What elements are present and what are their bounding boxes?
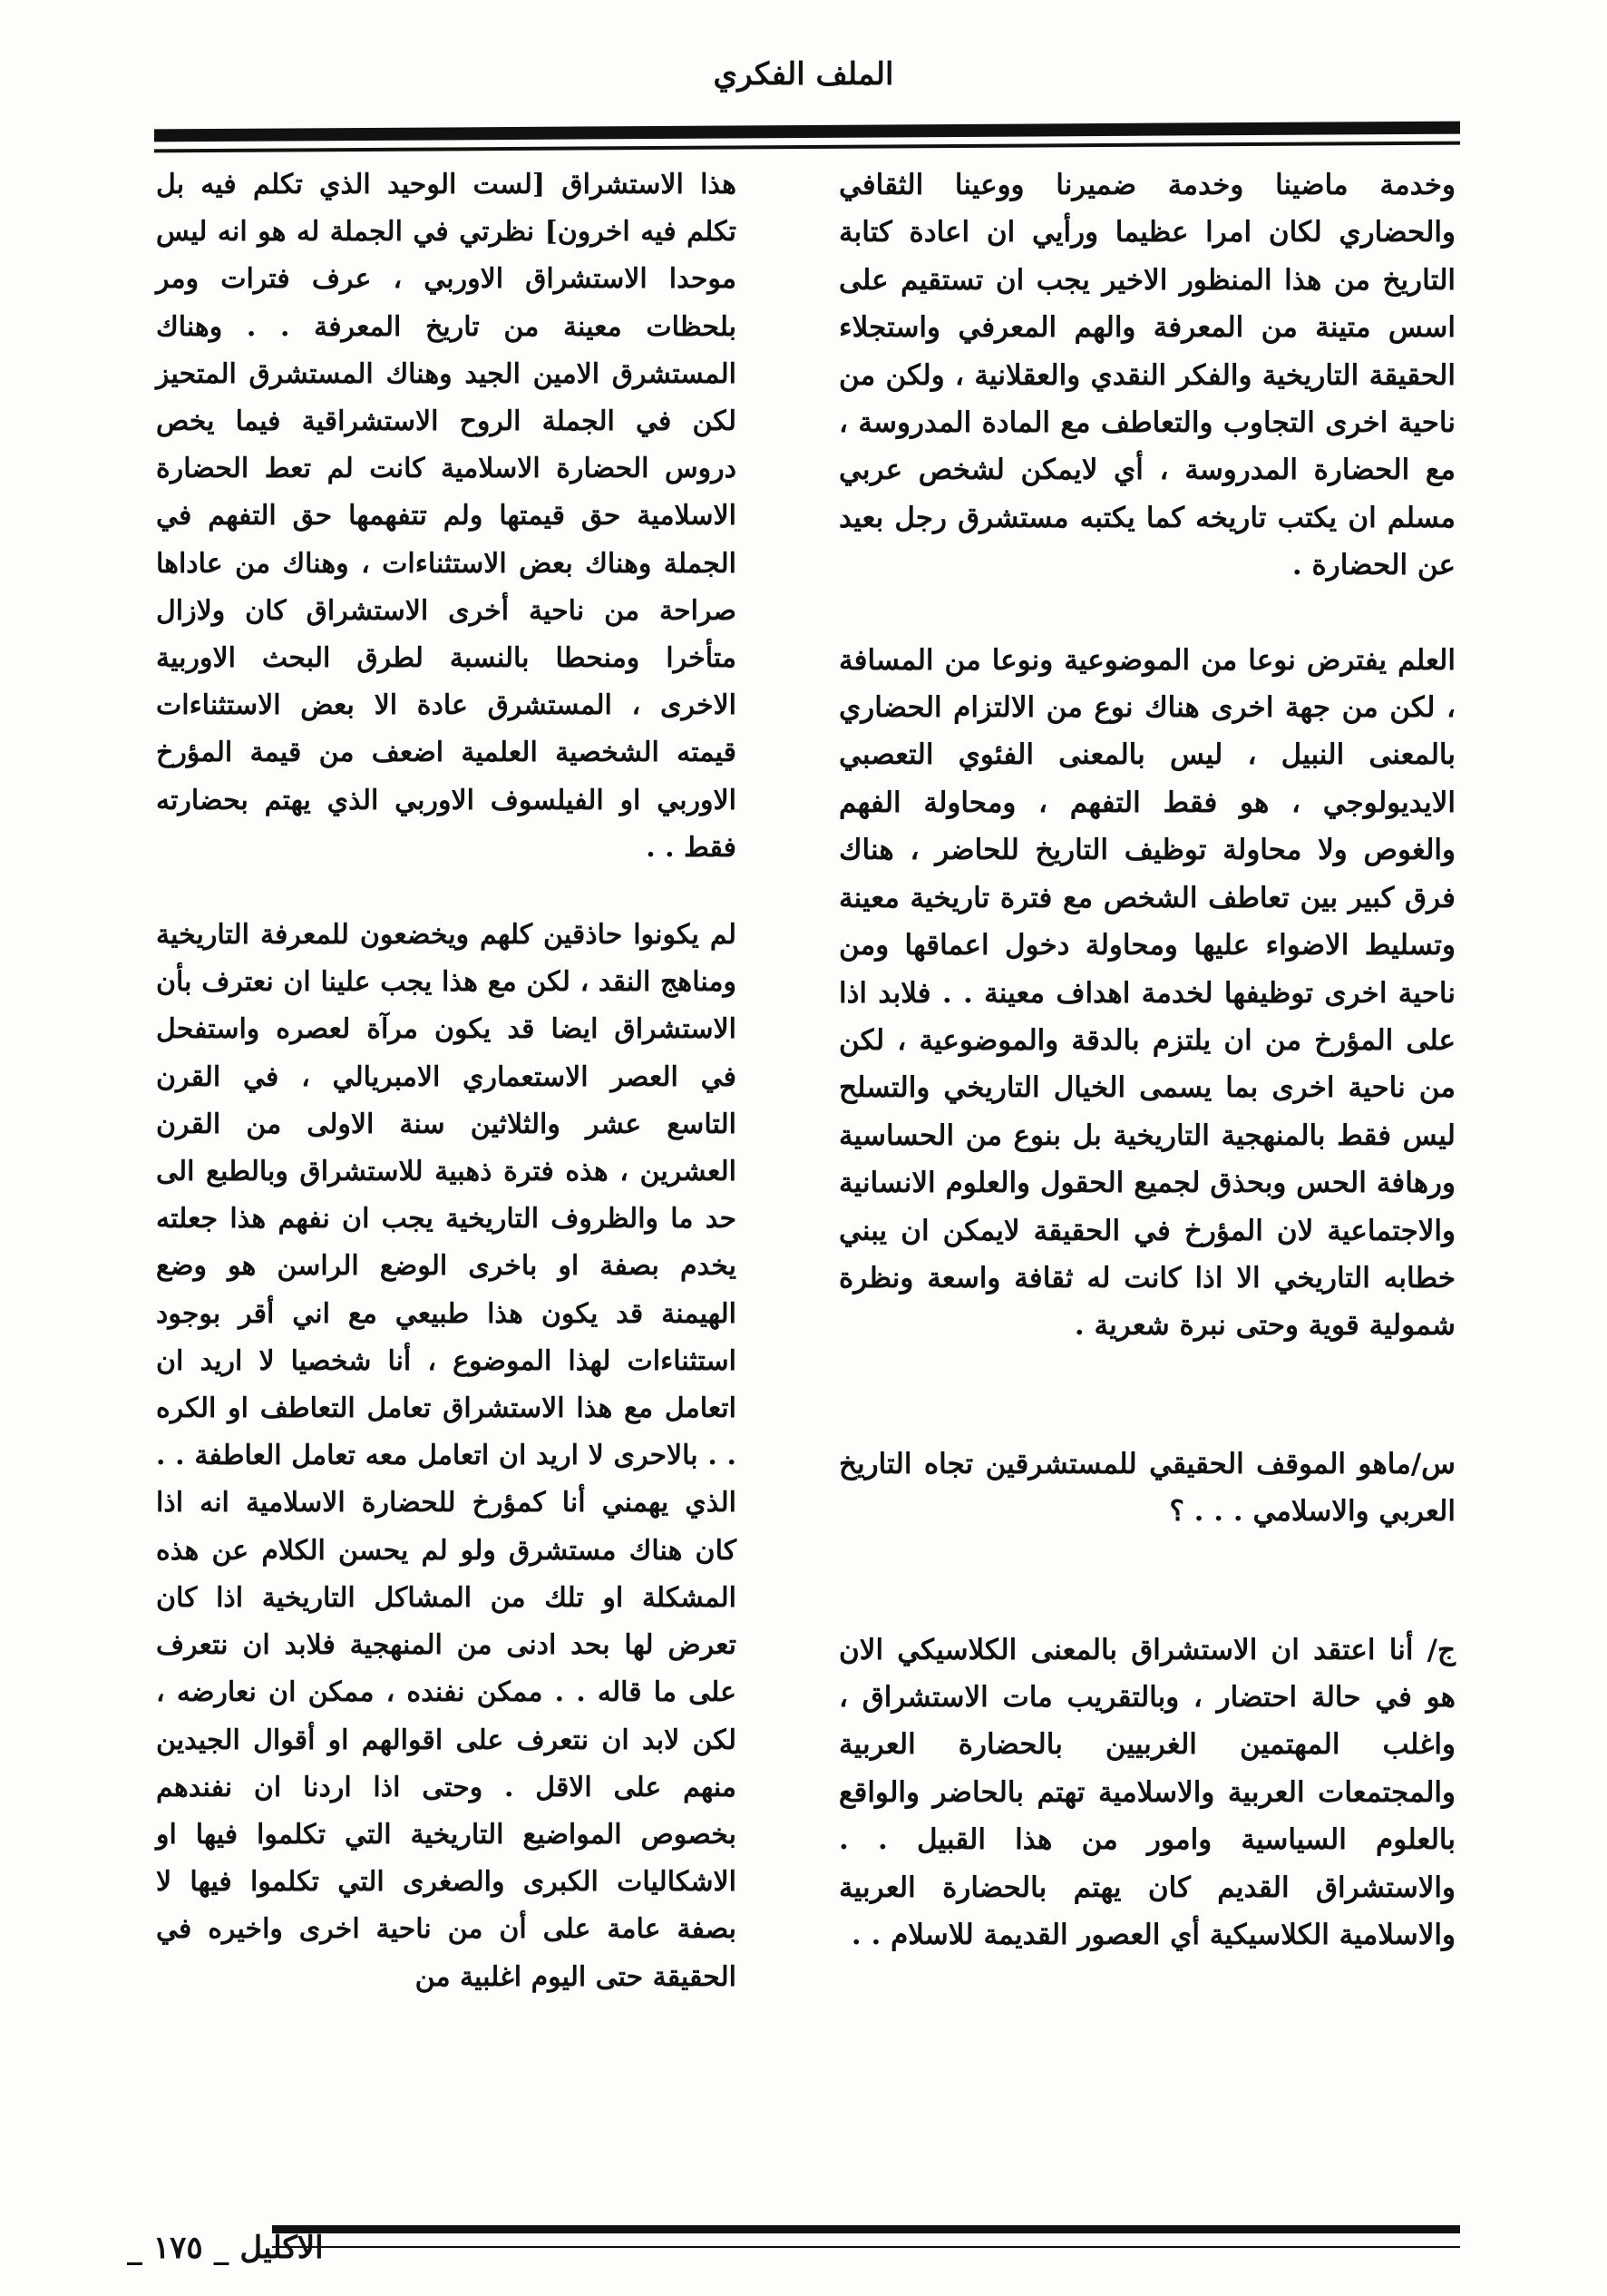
interview-answer: ج/ أنا اعتقد ان الاستشراق بالمعنى الكلاسيكي الان هو في حالة احتضار ، وبالتقريب مات الاستشراق ، واغلب المهتمين الغربيين بالحضارة العربية والمجتمعات العربية والاسلامية تهتم بالحاضر والواقع بالعلوم السياسية وامور من هذا القبيل . . والاستشراق القديم كان يهتم بالحضارة العربية والاسلامية الكلاسيكية أي العصور القديمة للاسلام . .: [839, 1633, 1456, 1951]
right-paragraph-1: وخدمة ماضينا وخدمة ضميرنا ووعينا الثقافي والحضاري لكان امرا عظيما ورأيي ان اعادة كتابة التاريخ من هذا المنظور الاخير يجب ان تستقيم على اسس متينة من المعرفة والهم المعرفي واستجلاء الحقيقة التاريخية والفكر النقدي والعقلانية ، ولكن من ناحية اخرى التجاوب والتعاطف مع المادة المدروسة ، مع الحضارة المدروسة ، أي لايمكن لشخص عربي مسلم ان يكتب تاريخه كما يكتبه مستشرق رجل بعيد عن الحضارة .: [839, 169, 1456, 582]
header-rule-thick: [154, 122, 1460, 142]
section-title: الملف الفكري: [713, 56, 894, 93]
header-rule-thin: [154, 142, 1460, 153]
footer-rule-thin: [272, 2246, 1460, 2248]
page-number-label: الاكليل _ ١٧٥ _: [127, 2230, 324, 2266]
page-footer: [127, 2230, 324, 2266]
running-header: [0, 56, 1607, 93]
footer-rule-thick: [272, 2225, 1460, 2233]
interview-question: س/ماهو الموقف الحقيقي للمستشرقين تجاه التاريخ العربي والاسلامي . . . ؟: [839, 1447, 1456, 1529]
paragraph-gap: [839, 1350, 1456, 1441]
left-paragraph-2: لم يكونوا حاذقين كلهم ويخضعون للمعرفة التاريخية ومناهج النقد ، لكن مع هذا يجب علينا ان نعترف بأن الاستشراق ايضا قد يكون مرآة لعصره واستفحل في العصر الاستعماري الامبريالي ، في القرن التاسع عشر والثلاثين سنة الاولى من القرن العشرين ، هذه فترة ذهبية للاستشراق وبالطبع الى حد ما والظروف التاريخية يجب ان نفهم هذا جعلته يخدم بصفة او باخرى الوضع الراسن هو وضع الهيمنة قد يكون هذا طبيعي مع اني أقر بوجود استثناءات لهذا الموضوع ، أنا شخصيا لا اريد ان اتعامل مع هذا الاستشراق تعامل التعاطف او الكره . . بالاحرى لا اريد ان اتعامل معه تعامل العاطفة . . الذي يهمني أنا كمؤرخ للحضارة الاسلامية انه اذا كان هناك مستشرق ولو لم يحسن الكلام عن هذه المشكلة او تلك من المشاكل التاريخية اذا كان تعرض لها بحد ادنى من المنهجية فلابد ان نتعرف على ما قاله . . ممكن نفنده ، ممكن ان نعارضه ، لكن لابد ان نتعرف على اقوالهم او أقوال الجيدين منهم على الاقل . وحتى اذا اردنا ان نفندهم بخصوص المواضيع التاريخية التي تكلموا فيها او الاشكاليات الكبرى والصغرى التي تكلموا فيها لا بصفة عامة على أن من ناحية اخرى واخيره في الحقيقة حتى اليوم اغلبية من: [156, 919, 736, 1993]
paragraph-gap: [839, 590, 1456, 637]
left-column: [156, 161, 736, 2001]
paragraph-gap: [839, 1536, 1456, 1627]
right-paragraph-2: العلم يفترض نوعا من الموضوعية ونوعا من المسافة ، لكن من جهة اخرى هناك نوع من الالتزام الحضاري بالمعنى النبيل ، ليس بالمعنى الفئوي التعصبي الايديولوجي ، هو فقط التفهم ، ومحاولة الفهم والغوص ولا محاولة توظيف التاريخ للحاضر ، هناك فرق كبير بين تعاطف الشخص مع فترة تاريخية معينة وتسليط الاضواء عليها ومحاولة دخول اعماقها ومن ناحية اخرى توظيفها لخدمة اهداف معينة . . فلابد اذا على المؤرخ من ان يلتزم بالدقة والموضوعية ، لكن من ناحية اخرى بما يسمى الخيال التاريخي والتسلح ليس فقط بالمنهجية التاريخية بل بنوع من الحساسية ورهافة الحس وبحذق لجميع الحقول والعلوم الانسانية والاجتماعية لان المؤرخ في الحقيقة لايمكن ان يبني خطابه التاريخي الا اذا كانت له ثقافة واسعة ونظرة شمولية قوية وحتى نبرة شعرية .: [839, 643, 1456, 1343]
right-column: [839, 161, 1456, 1959]
left-paragraph-1: هذا الاستشراق [لست الوحيد الذي تكلم فيه بل تكلم فيه اخرون] نظرتي في الجملة له هو انه ليس موحدا الاستشراق الاوربي ، عرف فترات ومر بلحظات معينة من تاريخ المعرفة . . وهناك المستشرق الامين الجيد وهناك المستشرق المتحيز لكن في الجملة الروح الاستشراقية فيما يخص دروس الحضارة الاسلامية كانت لم تعط الحضارة الاسلامية حق قيمتها ولم تتفهمها حق التفهم في الجملة وهناك بعض الاستثناءات ، وهناك من عاداها صراحة من ناحية أخرى الاستشراق كان ولازال متأخرا ومنحطا بالنسبة لطرق البحث الاوربية الاخرى ، المستشرق عادة الا بعض الاستثناءات قيمته الشخصية العلمية اضعف من قيمة المؤرخ الاوربي او الفيلسوف الاوربي الذي يهتم بحضارته فقط . .: [156, 169, 736, 864]
paragraph-gap: [156, 872, 736, 912]
